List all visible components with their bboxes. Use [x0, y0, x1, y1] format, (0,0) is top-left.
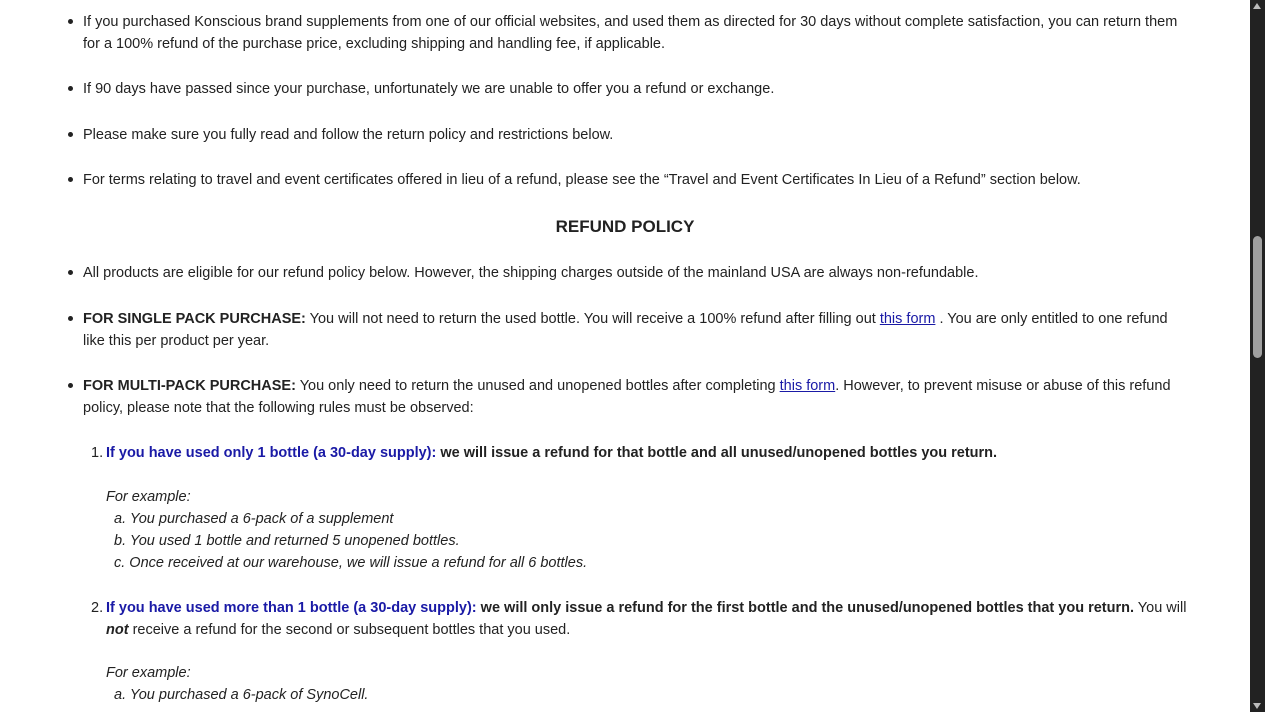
single-pack-form-link[interactable]: this form	[879, 311, 936, 327]
vertical-scrollbar[interactable]	[1250, 0, 1265, 712]
rule-bold-text: we will issue a refund for that bottle and all unused/unopened bottles you return.	[436, 445, 998, 461]
rule-emphasis: not	[106, 622, 129, 638]
rule-text-after: receive a refund for the second or subsequent bottles that you used.	[128, 622, 571, 638]
example-label: For example:	[106, 489, 191, 505]
list-item	[83, 78, 1193, 100]
multi-pack-text: You only need to return the unused and unopened bottles after completing	[295, 378, 780, 394]
list-item	[83, 11, 1193, 55]
bullet-text: Please make sure you fully read and follow the return policy and restrictions below.	[83, 127, 614, 143]
refund-policy-heading: REFUND POLICY	[555, 217, 695, 236]
bullet-text: If 90 days have passed since your purchase, unfortunately we are unable to offer you a refund or exchange.	[83, 81, 775, 97]
multi-pack-text-after: . However, to prevent misuse or abuse of this refund policy, please note that the following rules must be observed:	[83, 378, 1171, 416]
bullet-text: If you purchased Konscious brand supplements from one of our official websites, and used them as directed for 30 days without complete satisfaction, you can return them for a 100% refund of the purchase price, excluding shipping and handling fee, if applicable.	[83, 14, 1178, 52]
example-label: For example:	[106, 665, 191, 681]
single-pack-label: FOR SINGLE PACK PURCHASE:	[83, 311, 306, 327]
single-pack-text-after: . You are only entitled to one refund like this per product per year.	[83, 311, 1168, 349]
rule-bold-text: we will only issue a refund for the first bottle and the unused/unopened bottles that you return.	[476, 600, 1135, 616]
scrollbar-thumb[interactable]	[1253, 236, 1262, 358]
multi-pack-item	[83, 375, 1193, 419]
bullet-text: All products are eligible for our refund policy below. However, the shipping charges outside of the mainland USA are always non-refundable.	[83, 265, 979, 281]
rule-lead: If you have used more than 1 bottle (a 30-day supply):	[106, 600, 477, 616]
scroll-down-arrow-icon[interactable]	[1253, 703, 1261, 709]
scroll-up-arrow-icon[interactable]	[1253, 3, 1261, 9]
list-item	[83, 262, 1193, 284]
single-pack-item	[83, 308, 1193, 352]
example-item: a. You purchased a 6-pack of a supplement	[114, 511, 394, 527]
multi-pack-form-link[interactable]: this form	[779, 378, 836, 394]
rule-item	[91, 597, 1196, 641]
multi-pack-label: FOR MULTI-PACK PURCHASE:	[83, 378, 296, 394]
bullet-text: For terms relating to travel and event certificates offered in lieu of a refund, please see the “Travel and Event Certificates In Lieu of a Refund” section below.	[83, 172, 1081, 188]
rule-number: 1.	[91, 445, 104, 461]
example-item: c. Once received at our warehouse, we will issue a refund for all 6 bottles.	[114, 555, 588, 571]
rule-text: You will	[1134, 600, 1187, 616]
single-pack-text: You will not need to return the used bottle. You will receive a 100% refund after filling out	[305, 311, 880, 327]
list-item	[83, 169, 1193, 191]
list-item	[83, 124, 1193, 146]
example-item: a. You purchased a 6-pack of SynoCell.	[114, 687, 369, 703]
rule-lead: If you have used only 1 bottle (a 30-day supply):	[106, 445, 437, 461]
rule-number: 2.	[91, 600, 104, 616]
rule-item	[91, 442, 1196, 464]
example-item: b. You used 1 bottle and returned 5 unopened bottles.	[114, 533, 460, 549]
